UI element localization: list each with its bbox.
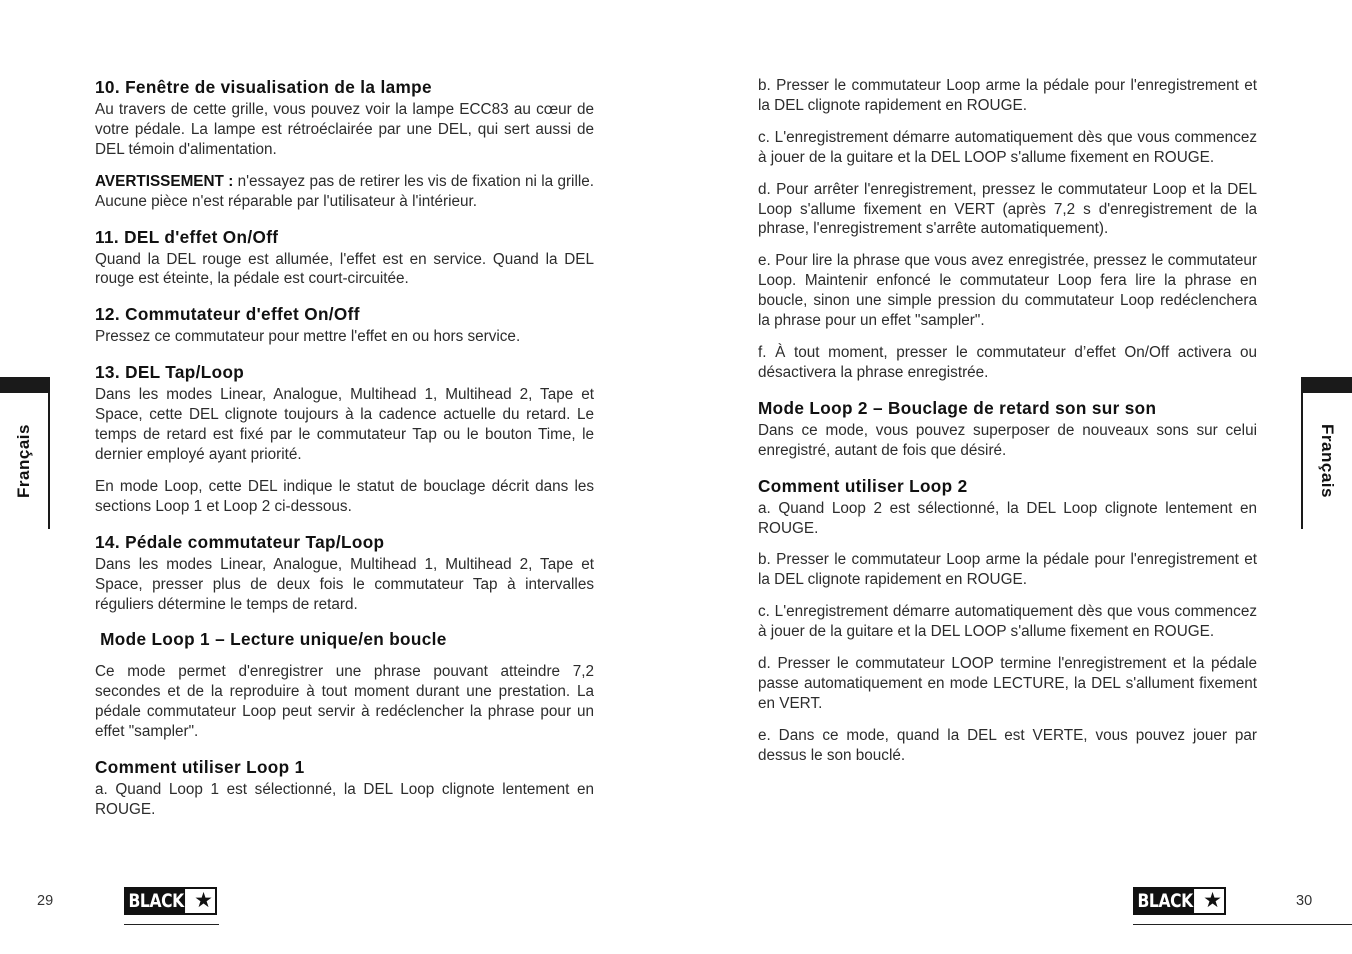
loop-2-step-b: b. Presser le commutateur Loop arme la pédale pour l'enregistrement et la DEL clignote rapidement en ROUGE. bbox=[758, 551, 1257, 589]
left-footer-rule bbox=[124, 924, 219, 925]
left-page-number: 29 bbox=[37, 893, 54, 909]
left-logo-word: BLACK bbox=[126, 889, 185, 913]
warning-text: n'essayez pas de retirer les vis de fixation ni la grille. Aucune pièce n'est réparable par l'utilisateur à l'intérieur. bbox=[95, 172, 595, 210]
loop-1-step-c: c. L'enregistrement démarre automatiquement dès que vous commencez à jouer de la guitare et la DEL LOOP s'allume fixement en ROUGE. bbox=[758, 128, 1257, 166]
section-14-heading: 14. Pédale commutateur Tap/Loop bbox=[95, 531, 385, 552]
warning-paragraph bbox=[95, 172, 594, 212]
loop-2-step-e: e. Dans ce mode, quand la DEL est VERTE, vous pouvez jouer par dessus le son bouclé. bbox=[758, 726, 1257, 764]
loop-2-step-c: c. L'enregistrement démarre automatiquement dès que vous commencez à jouer de la guitare et la DEL LOOP s'allume fixement en ROUGE. bbox=[758, 603, 1257, 641]
section-12-heading: 12. Commutateur d'effet On/Off bbox=[95, 304, 360, 325]
loop-1-step-e: e. Pour lire la phrase que vous avez enregistrée, pressez le commutateur Loop. Maintenir enfoncé le commutateur Loop fera lire la phrase en boucle, sinon une simple pression du commutateur Loop redéclenchera la phrase pour un effet "sampler". bbox=[758, 252, 1257, 330]
loop-1-step-a: a. Quand Loop 1 est sélectionné, la DEL Loop clignote lentement en ROUGE. bbox=[95, 781, 594, 818]
warning-label: AVERTISSEMENT : bbox=[95, 172, 234, 190]
section-11-paragraph: Quand la DEL rouge est allumée, l'effet est en service. Quand la DEL rouge est éteinte, la pédale est court-circuitée. bbox=[95, 250, 594, 288]
right-brand-logo bbox=[1133, 887, 1226, 915]
loop-1-step-d: d. Pour arrêter l'enregistrement, pressez le commutateur Loop et la DEL Loop s'allume fixement en VERT (après 7,2 s d'enregistrement de la phrase, l'enregistrement s'arrête automatiquement). bbox=[758, 180, 1257, 238]
right-language-tab bbox=[1301, 377, 1351, 529]
section-13-paragraph-1: Dans les modes Linear, Analogue, Multihead 1, Multihead 2, Tape et Space, cette DEL clignote toujours à la cadence actuelle du retard. Le temps de retard est fixé par le commutateur Tap ou le bouton Time, le dernier employé ayant priorité. bbox=[95, 386, 594, 463]
left-tab-label: Français bbox=[14, 424, 33, 498]
right-footer-rule bbox=[1133, 924, 1352, 925]
right-tab-bar bbox=[1301, 377, 1352, 393]
section-10-paragraph: Au travers de cette grille, vous pouvez voir la lampe ECC83 au cœur de votre pédale. La lampe est rétroéclairée par une DEL, qui sert aussi de DEL témoin d'alimentation. bbox=[95, 101, 594, 158]
left-brand-logo bbox=[124, 887, 217, 915]
right-page-column bbox=[758, 76, 1257, 766]
star-icon: ★ bbox=[1203, 889, 1222, 912]
right-tab-label: Français bbox=[1318, 424, 1337, 498]
right-page-number: 30 bbox=[1296, 893, 1313, 909]
section-12-paragraph: Pressez ce commutateur pour mettre l'effet en ou hors service. bbox=[95, 328, 521, 346]
right-logo-word: BLACK bbox=[1135, 889, 1194, 913]
loop-1-step-f: f. À tout moment, presser le commutateur d’effet On/Off activera ou désactivera la phrase enregistrée. bbox=[758, 343, 1257, 381]
left-tab-bar bbox=[0, 377, 50, 393]
left-language-tab bbox=[0, 377, 50, 529]
loop-2-heading: Mode Loop 2 – Bouclage de retard son sur son bbox=[758, 397, 1157, 418]
loop-2-step-d: d. Presser le commutateur LOOP termine l'enregistrement et la pédale passe automatiquement en mode LECTURE, la DEL s'allument fixement en VERT. bbox=[758, 655, 1257, 712]
how-to-loop-1-heading: Comment utiliser Loop 1 bbox=[95, 757, 305, 778]
loop-1-paragraph: Ce mode permet d'enregistrer une phrase pouvant atteindre 7,2 secondes et de la reproduire à tout moment durant une prestation. La pédale commutateur Loop peut servir à redéclencher la phrase pour un effet "sampler". bbox=[95, 663, 594, 741]
star-icon: ★ bbox=[194, 889, 213, 912]
loop-2-paragraph: Dans ce mode, vous pouvez superposer de nouveaux sons sur celui enregistré, autant de fois que désiré. bbox=[758, 421, 1257, 459]
section-11-heading: 11. DEL d'effet On/Off bbox=[95, 226, 279, 247]
loop-1-step-b: b. Presser le commutateur Loop arme la pédale pour l'enregistrement et la DEL clignote rapidement en ROUGE. bbox=[758, 77, 1257, 114]
section-13-heading: 13. DEL Tap/Loop bbox=[95, 362, 245, 383]
right-tab-line bbox=[1301, 377, 1303, 529]
section-14-paragraph: Dans les modes Linear, Analogue, Multihead 1, Multihead 2, Tape et Space, presser plus de deux fois le commutateur Tap à intervalles réguliers détermine le temps de retard. bbox=[95, 555, 594, 613]
loop-1-heading: Mode Loop 1 – Lecture unique/en boucle bbox=[95, 629, 447, 650]
section-13-paragraph-2: En mode Loop, cette DEL indique le statut de bouclage décrit dans les sections Loop 1 et Loop 2 ci-dessous. bbox=[95, 477, 594, 515]
how-to-loop-2-heading: Comment utiliser Loop 2 bbox=[758, 475, 968, 496]
loop-2-step-a: a. Quand Loop 2 est sélectionné, la DEL Loop clignote lentement en ROUGE. bbox=[758, 499, 1257, 537]
section-10-heading: 10. Fenêtre de visualisation de la lampe bbox=[95, 77, 432, 97]
left-tab-line bbox=[48, 377, 50, 529]
left-page-column bbox=[95, 76, 594, 820]
